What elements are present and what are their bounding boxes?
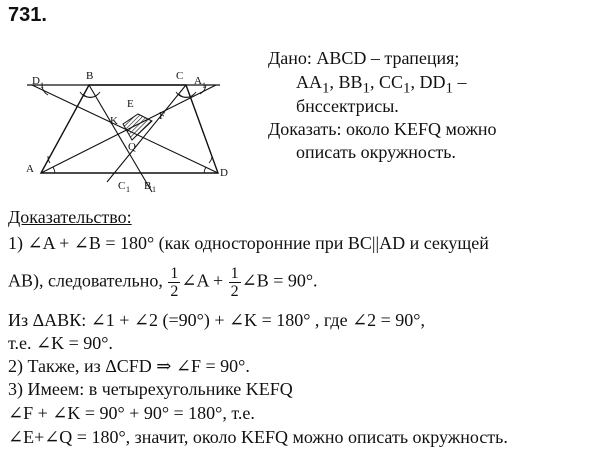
- label-a1-sub: 1: [202, 81, 206, 90]
- given-line-3: бнссектрисы.: [296, 96, 399, 116]
- label-f: F: [159, 110, 166, 122]
- given-line-1: Дано: ABCD – трапеция;: [268, 48, 460, 68]
- label-c1-sub: 1: [126, 185, 130, 194]
- label-a1: A: [194, 75, 202, 87]
- label-b1-sub: 1: [152, 185, 156, 194]
- label-d1: D: [32, 75, 40, 87]
- proof-line-7: ∠F + ∠K = 90° + 90° = 180°, т.е.: [8, 403, 255, 423]
- prove-line-2: описать окружность.: [296, 142, 456, 162]
- angle-arc-d2: [209, 156, 212, 163]
- proof-line-2: AB), следовательно, $\frac{1}{2}$ ∠A + $\frac{1}{2}$ ∠B = 90°.: [8, 265, 318, 300]
- proof-line-1: 1) ∠A + ∠B = 180° (как односторонние при BC||AD и секущей: [8, 233, 489, 253]
- label-a: A: [26, 163, 34, 175]
- angle-arc-d: [204, 167, 206, 173]
- proof-line-8: ∠E+∠Q = 180°, значит, около KEFQ можно описать окружность.: [8, 427, 508, 447]
- prove-line-1: Доказать: около KEFQ можно: [268, 119, 497, 139]
- label-d1-sub: 1: [40, 81, 44, 90]
- proof-line-4: т.е. ∠K = 90°.: [8, 333, 113, 353]
- label-b: B: [86, 70, 94, 82]
- quadrilateral-kefq: [123, 114, 152, 140]
- label-b1: B: [144, 180, 152, 192]
- label-e: E: [127, 98, 134, 110]
- proof-line-5: 2) Также, из ΔCFD ⇒ ∠F = 90°.: [8, 356, 250, 376]
- fraction-half-2: $\frac{1}{2}$: [230, 265, 239, 300]
- trapezoid-figure: [20, 52, 265, 202]
- proof-line-6: 3) Имеем: в четырехугольнике KEFQ: [8, 379, 293, 399]
- label-k: K: [110, 115, 118, 127]
- proof-line-3: Из ΔАВК: ∠1 + ∠2 (=90°) + ∠K = 180° , где ∠2 = 90°,: [8, 310, 425, 330]
- label-d: D: [220, 167, 228, 179]
- proof-title: Доказательство:: [8, 207, 132, 227]
- angle-arc-a: [53, 167, 55, 173]
- label-q: Q: [128, 141, 136, 153]
- given-line-2: $AA_1$, $BB_1$, $CC_1$, $DD_1$ –: [296, 72, 467, 97]
- label-c1: C: [118, 180, 126, 192]
- problem-number: 731.: [8, 4, 47, 26]
- fraction-half-1: $\frac{1}{2}$: [170, 265, 179, 300]
- label-c: C: [176, 70, 184, 82]
